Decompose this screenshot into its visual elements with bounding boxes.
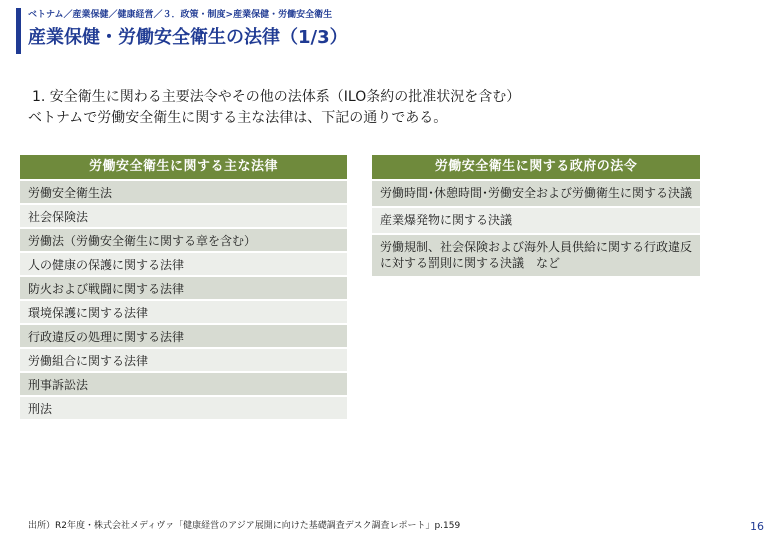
main-laws-table-header: 労働安全衛生に関する主な法律 — [20, 155, 347, 179]
table-row: 労働時間･休憩時間･労働安全および労働衛生に関する決議 — [372, 179, 700, 206]
government-decrees-table — [372, 155, 700, 276]
table-row: 労働規制、社会保険および海外人員供給に関する行政違反に対する罰則に関する決議 など — [372, 233, 700, 276]
intro-line-1: 1. 安全衛生に関わる主要法令やその他の法体系（ILO条約の批准状況を含む） — [32, 89, 521, 105]
main-laws-table — [20, 155, 347, 419]
intro-line-2: ベトナムで労働安全衛生に関する主な法律は、下記の通りである。 — [28, 110, 448, 126]
table-row: 行政違反の処理に関する法律 — [20, 323, 347, 347]
intro-text — [28, 87, 748, 129]
table-row: 産業爆発物に関する決議 — [372, 206, 700, 233]
government-decrees-table-header: 労働安全衛生に関する政府の法令 — [372, 155, 700, 179]
table-row: 環境保護に関する法律 — [20, 299, 347, 323]
table-row: 社会保険法 — [20, 203, 347, 227]
source-note: 出所）R2年度・株式会社メディヴァ「健康経営のアジア展開に向けた基礎調査デスク調査レポート」p.159 — [28, 521, 461, 531]
table-row: 人の健康の保護に関する法律 — [20, 251, 347, 275]
table-row: 労働組合に関する法律 — [20, 347, 347, 371]
table-row: 刑事訴訟法 — [20, 371, 347, 395]
title-accent-bar — [16, 8, 21, 54]
table-row: 労働法（労働安全衛生に関する章を含む） — [20, 227, 347, 251]
breadcrumb: ベトナム／産業保健／健康経営／３．政策・制度>産業保健・労働安全衛生 — [28, 10, 333, 20]
table-row: 労働安全衛生法 — [20, 179, 347, 203]
page-title: 産業保健・労働安全衛生の法律（1/3） — [28, 27, 348, 48]
table-row: 防火および戦闘に関する法律 — [20, 275, 347, 299]
page-number: 16 — [750, 520, 764, 533]
table-row: 刑法 — [20, 395, 347, 419]
